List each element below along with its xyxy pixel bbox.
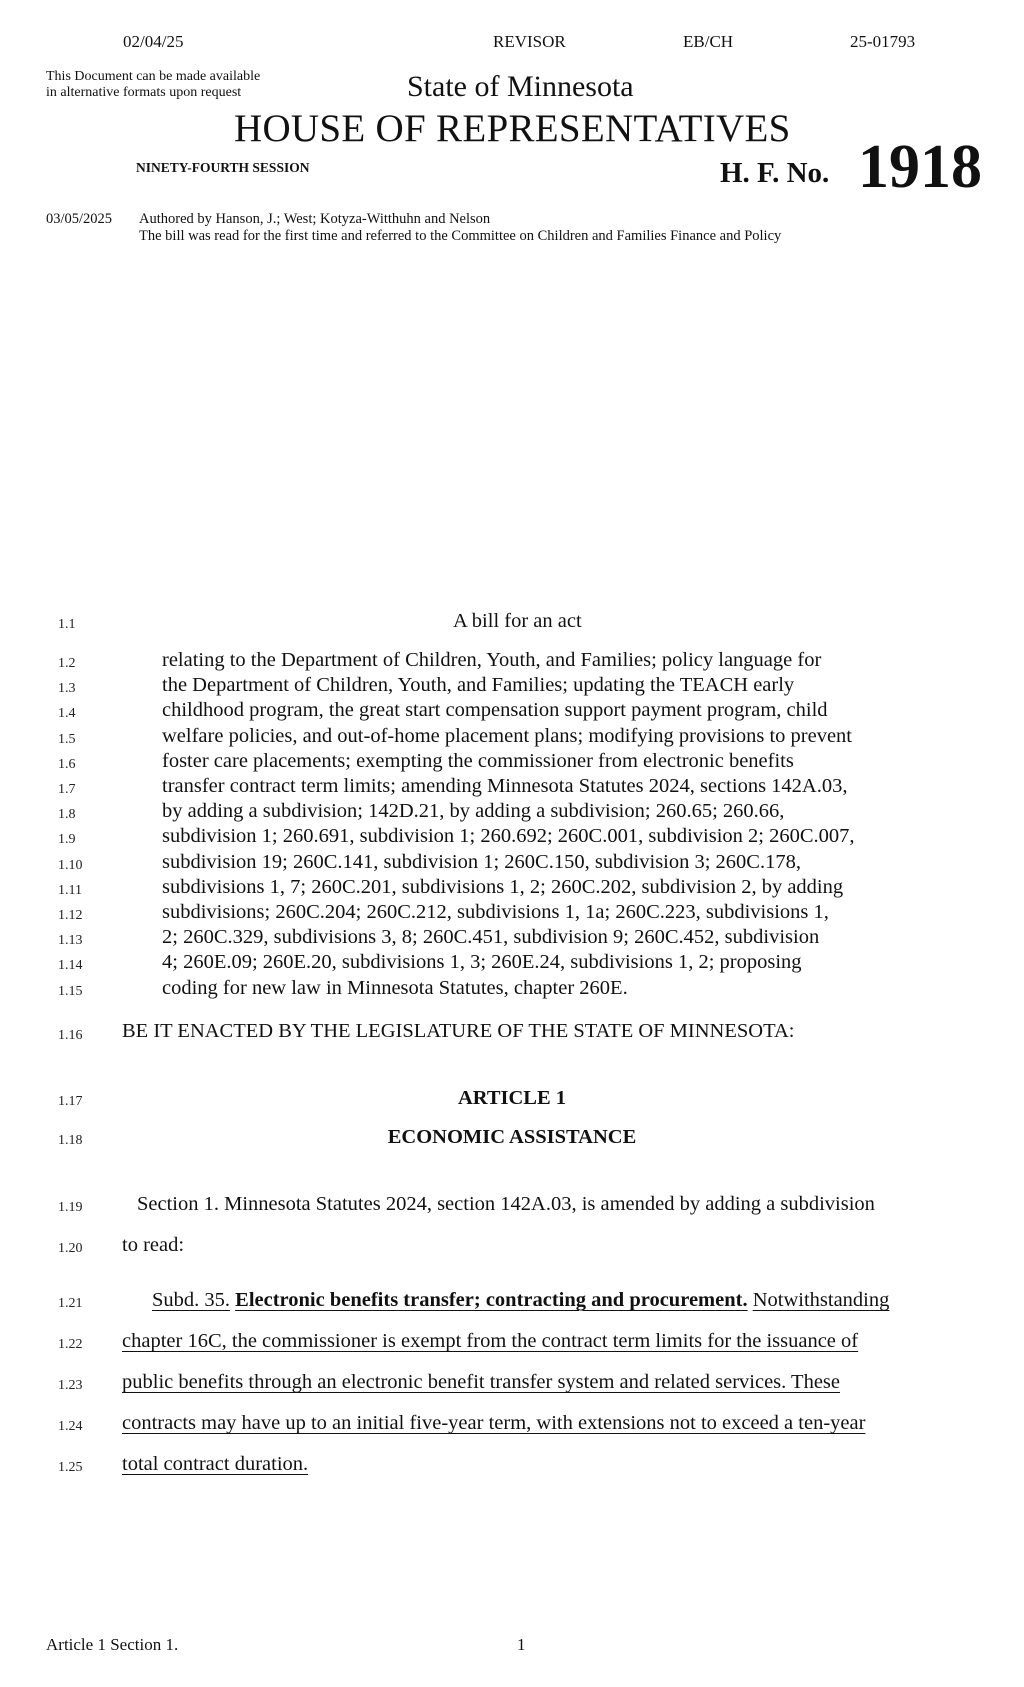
title-line: the Department of Children, Youth, and Families; updating the TEACH early (162, 674, 795, 696)
line-number: 1.4 (58, 706, 76, 721)
header-date: 02/04/25 (123, 32, 184, 51)
subdivision-text-line: public benefits through an electronic benefit transfer system and related services. These (122, 1371, 840, 1393)
subdivision-text-line: chapter 16C, the commissioner is exempt from the contract term limits for the issuance of (122, 1330, 859, 1352)
subdivision-text-line: contracts may have up to an initial five-year term, with extensions not to exceed a ten-year (122, 1412, 866, 1434)
committee-referral: The bill was read for the first time and referred to the Committee on Children and Families Finance and Policy (139, 228, 782, 244)
subdivision-lead: Notwithstanding (752, 1289, 890, 1311)
title-line: 4; 260E.09; 260E.20, subdivisions 1, 3; 260E.24, subdivisions 1, 2; proposing (162, 951, 802, 973)
title-line: transfer contract term limits; amending Minnesota Statutes 2024, sections 142A.03, (162, 775, 848, 797)
title-line: subdivision 1; 260.691, subdivision 1; 260.692; 260C.001, subdivision 2; 260C.007, (162, 825, 855, 847)
title-line: childhood program, the great start compensation support payment program, child (162, 699, 828, 721)
title-line: coding for new law in Minnesota Statutes, chapter 260E. (162, 977, 628, 999)
subdivision-line (152, 1289, 889, 1312)
line-number: 1.2 (58, 656, 76, 671)
availability-line-2: in alternative formats upon request (46, 85, 242, 100)
line-number: 1.11 (58, 883, 82, 898)
line-number: 1.5 (58, 732, 76, 747)
section-line: to read: (122, 1234, 185, 1256)
line-number: 1.20 (58, 1241, 83, 1256)
title-line: 2; 260C.329, subdivisions 3, 8; 260C.451, subdivision 9; 260C.452, subdivision (162, 926, 820, 948)
line-number: 1.14 (58, 958, 83, 973)
authors: Authored by Hanson, J.; West; Kotyza-Witthuhn and Nelson (139, 211, 491, 227)
house-title: HOUSE OF REPRESENTATIVES (234, 107, 791, 150)
header-revisor: REVISOR (493, 32, 566, 51)
bill-heading: A bill for an act (453, 610, 582, 632)
session-label: NINETY-FOURTH SESSION (136, 160, 310, 175)
line-number: 1.17 (58, 1094, 83, 1109)
availability-line-1: This Document can be made available (46, 69, 261, 84)
availability-notice (46, 69, 260, 101)
header-initials: EB/CH (683, 32, 734, 51)
title-line: subdivision 19; 260C.141, subdivision 1; 260C.150, subdivision 3; 260C.178, (162, 851, 801, 873)
subdivision-heading: Electronic benefits transfer; contracting and procurement. (235, 1289, 748, 1311)
line-number: 1.18 (58, 1133, 83, 1148)
header-doc-id: 25-01793 (850, 32, 916, 51)
line-number: 1.12 (58, 908, 83, 923)
enacting-clause: BE IT ENACTED BY THE LEGISLATURE OF THE STATE OF MINNESOTA: (122, 1020, 795, 1042)
hf-label: H. F. No. (720, 157, 830, 189)
state-title: State of Minnesota (407, 70, 634, 103)
title-line: foster care placements; exempting the commissioner from electronic benefits (162, 750, 794, 772)
line-number: 1.1 (58, 617, 76, 632)
line-number: 1.10 (58, 858, 83, 873)
hf-number: 1918 (858, 133, 982, 201)
page-number: 1 (517, 1635, 526, 1654)
title-line: relating to the Department of Children, Youth, and Families; policy language for (162, 649, 822, 671)
footer-section-ref: Article 1 Section 1. (46, 1635, 179, 1654)
title-line: by adding a subdivision; 142D.21, by adding a subdivision; 260.65; 260.66, (162, 800, 785, 822)
line-number: 1.16 (58, 1028, 83, 1043)
line-number: 1.25 (58, 1460, 83, 1475)
line-number: 1.23 (58, 1378, 83, 1393)
line-number: 1.3 (58, 681, 76, 696)
article-title: ECONOMIC ASSISTANCE (387, 1126, 637, 1148)
intro-date: 03/05/2025 (46, 211, 113, 227)
subdivision-label: Subd. 35. (152, 1289, 231, 1311)
line-number: 1.7 (58, 782, 76, 797)
line-number: 1.21 (58, 1296, 83, 1311)
title-line: welfare policies, and out-of-home placement plans; modifying provisions to prevent (162, 725, 852, 747)
line-number: 1.13 (58, 933, 83, 948)
subdivision-text-line: total contract duration. (122, 1453, 309, 1475)
line-number: 1.15 (58, 984, 83, 999)
line-number: 1.9 (58, 832, 76, 847)
line-number: 1.19 (58, 1200, 83, 1215)
line-number: 1.22 (58, 1337, 83, 1352)
title-line: subdivisions 1, 7; 260C.201, subdivisions 1, 2; 260C.202, subdivision 2, by adding (162, 876, 844, 898)
line-number: 1.24 (58, 1419, 83, 1434)
article-heading: ARTICLE 1 (457, 1087, 567, 1109)
line-number: 1.6 (58, 757, 76, 772)
line-number: 1.8 (58, 807, 76, 822)
section-line: Section 1. Minnesota Statutes 2024, section 142A.03, is amended by adding a subdivision (137, 1193, 875, 1215)
title-line: subdivisions; 260C.204; 260C.212, subdivisions 1, 1a; 260C.223, subdivisions 1, (162, 901, 829, 923)
